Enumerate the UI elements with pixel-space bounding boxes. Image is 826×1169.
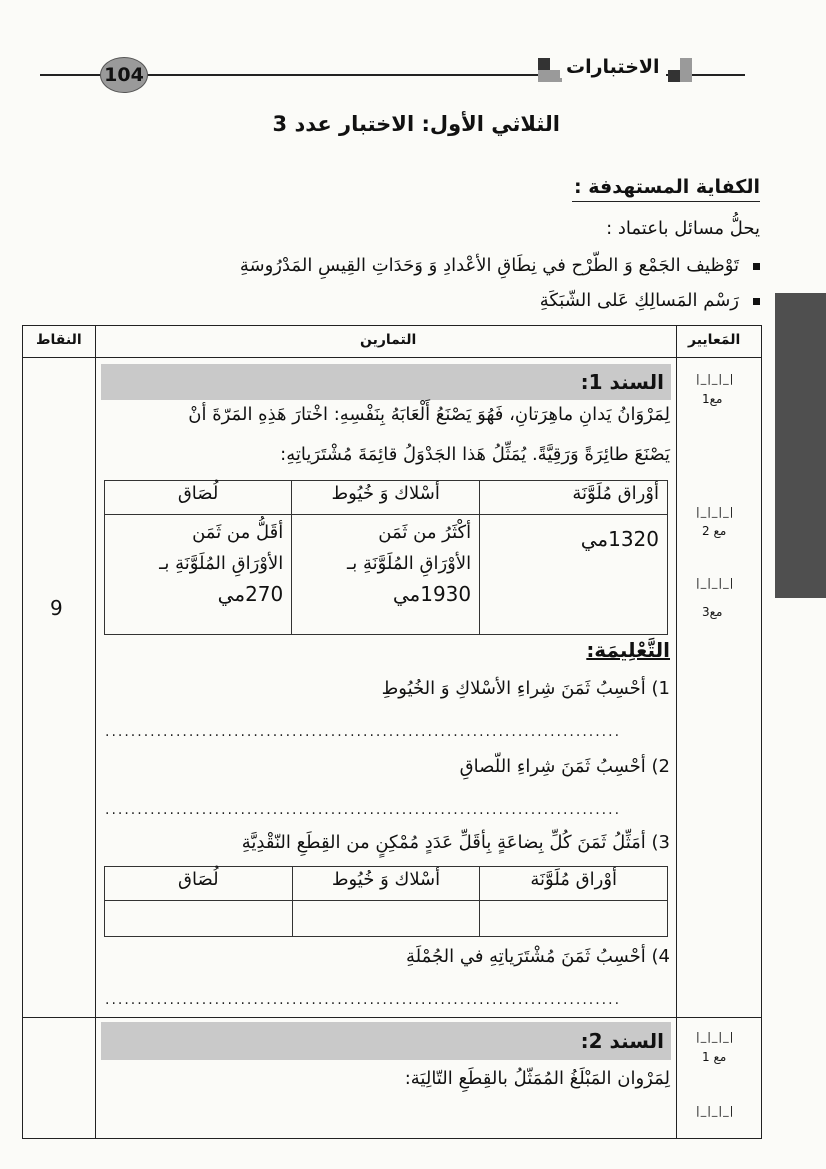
question-2: 2) أحْسِبُ ثَمَنَ شِراءِ اللّصاقِ xyxy=(459,756,670,777)
test-title: الثلاثي الأول: الاختبار عدد 3 xyxy=(272,112,560,136)
criteria-label: مع 1 xyxy=(702,1050,727,1064)
question-3: 3) أمَثِّلُ ثَمَنَ كُلِّ بِضاعَةٍ بِأقَلِّ عَدَدٍ مُمْكِنٍ من القِطَعِ النّقْدِيَّةِ xyxy=(241,832,670,853)
side-tab xyxy=(775,293,826,598)
frame-head-bottom xyxy=(22,357,762,358)
criteria-label: مع1 xyxy=(702,392,723,406)
support2-title: السند 2: xyxy=(580,1029,664,1053)
criteria-label: مع 2 xyxy=(702,524,727,538)
criteria-label: مع3 xyxy=(702,605,723,619)
criteria-boxes[interactable]: |_|_|_| xyxy=(696,1030,735,1043)
cell-wires-price: أكْثَرُ من ثَمَن الأوْرَاقِ المُلَوَّنَةِ بـ 1930مي xyxy=(292,515,480,635)
frame-top xyxy=(22,325,762,326)
answer-line: ................................................................................ xyxy=(105,992,622,1008)
th-wires: أسْلاك وَ خُيُوط xyxy=(292,481,480,515)
bullet-icon xyxy=(753,263,760,270)
support1-title: السند 1: xyxy=(580,370,664,394)
purchases-table xyxy=(104,480,668,635)
competence-underline xyxy=(572,201,760,202)
support1-text-line: يَصْنَعَ طائِرَةً وَرَقِيَّةً. يُمَثِّلُ هَذا الجَدْوَلُ قائِمَةَ مُشْتَرَياتِهِ: xyxy=(280,444,670,465)
th-glue: لُصَاق xyxy=(105,867,293,901)
cell-glue-price: أقَلُّ من ثَمَن الأوْرَاقِ المُلَوَّنَةِ بـ 270مي xyxy=(105,515,292,635)
criteria-boxes[interactable]: |_|_|_| xyxy=(696,372,735,385)
section-title: الاختبارات xyxy=(560,56,666,78)
points-value: 9 xyxy=(50,596,63,620)
frame-col-points xyxy=(95,325,96,1139)
decor-square-icon xyxy=(538,70,550,82)
coins-cell[interactable] xyxy=(292,901,480,937)
th-wires: أسْلاك وَ خُيُوط xyxy=(292,867,480,901)
instruction-title: التَّعْلِيمَة: xyxy=(586,638,670,662)
frame-right xyxy=(761,325,762,1139)
coins-cell[interactable] xyxy=(480,901,668,937)
question-4: 4) أحْسِبُ ثَمَنَ مُشْتَرَياتِهِ في الجُمْلَةِ xyxy=(405,946,670,967)
frame-left xyxy=(22,325,23,1139)
decor-square-icon xyxy=(680,58,692,70)
decor-square-icon xyxy=(538,58,550,70)
answer-line: ................................................................................ xyxy=(105,724,622,740)
bullet-item: تَوْظيف الجَمْع وَ الطّرْح في نِطَاقِ الأعْدادِ وَ وَحَدَاتِ القِيسِ المَدْرُوسَةِ xyxy=(240,255,760,276)
cell-colored-paper-price: 1320مي xyxy=(480,515,668,635)
col-points: النقاط xyxy=(36,332,82,348)
support2-text: لِمَرْوان المَبْلَغُ المُمَثّلُ بالقِطَعِ التّالِيَة: xyxy=(404,1068,670,1089)
col-criteria: المَعايير xyxy=(688,332,741,348)
support1-text-line: لِمَرْوَانُ يَدانِ ماهِرَتانِ، فَهُوَ يَصْنَعُ أَلْعَابَهُ بِنَفْسِهِ: اخْتارَ هَذِهِ المَرّةَ أنْ xyxy=(188,404,670,425)
coins-table xyxy=(104,866,668,937)
coins-cell[interactable] xyxy=(105,901,293,937)
answer-line: ................................................................................ xyxy=(105,802,622,818)
criteria-boxes[interactable]: |_|_|_| xyxy=(696,576,735,589)
frame-col-criteria xyxy=(676,325,677,1139)
question-1: 1) أحْسِبُ ثَمَنَ شِراءِ الأسْلاكِ وَ الخُيُوطِ xyxy=(381,678,670,699)
frame-bottom xyxy=(22,1138,762,1139)
col-exercises: التمارين xyxy=(360,332,417,348)
decor-square-icon xyxy=(680,70,692,82)
criteria-boxes[interactable]: |_|_|_| xyxy=(696,1104,735,1117)
criteria-boxes[interactable]: |_|_|_| xyxy=(696,505,735,518)
competence-title: الكفاية المستهدفة : xyxy=(574,176,760,198)
th-glue: لُصَاق xyxy=(105,481,292,515)
frame-divider xyxy=(22,1017,762,1018)
th-colored-paper: أوْراق مُلَوَّنَة xyxy=(480,481,668,515)
bullet-item: رَسْم المَسالِكِ عَلى الشّبَكَةِ xyxy=(540,290,760,311)
decor-square-icon xyxy=(668,70,680,82)
intro-text: يحلُّ مسائل باعتماد : xyxy=(606,218,760,239)
th-colored-paper: أوْراق مُلَوَّنَة xyxy=(480,867,668,901)
bullet-icon xyxy=(753,298,760,305)
page-number-badge: 104 xyxy=(100,57,148,93)
